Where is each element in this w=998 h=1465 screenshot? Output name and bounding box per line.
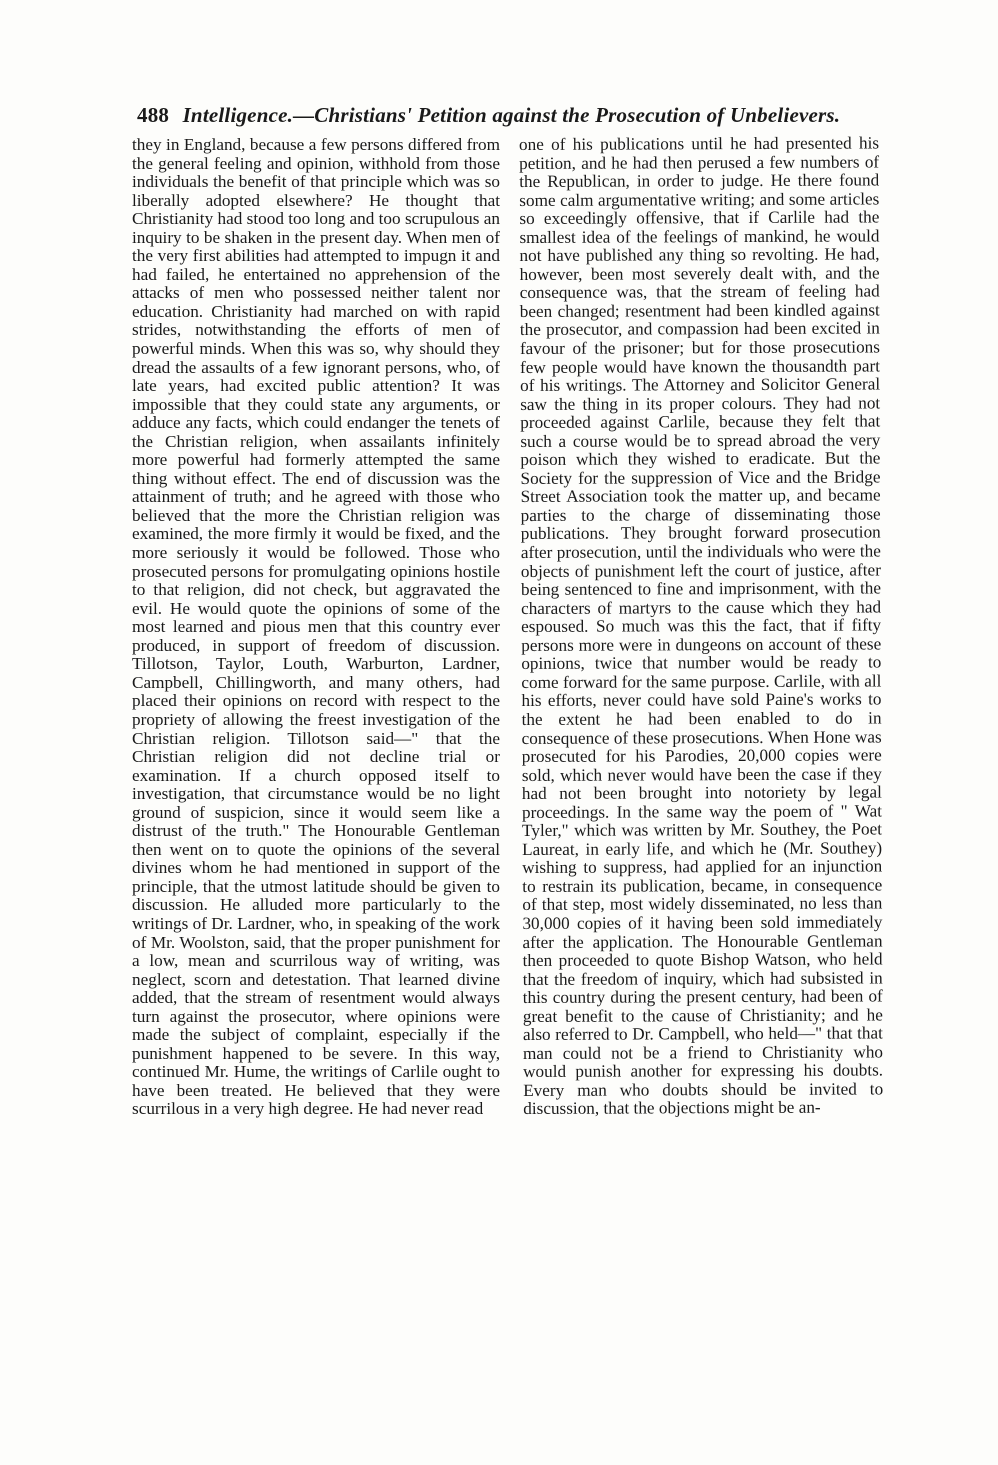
left-column-text: they in England, because a few persons differed from the general feeling and opinion, withhold from those individuals the benefit of that principle which was so liberally adopted elsewhere? He thought that Christianity had stood too long and too scrupulous an inquiry to be shaken in the present day. When men of the very first abilities had attempted to impugn it and had failed, he entertained no apprehension of the attacks of men who possessed neither talent nor education. Christianity had marched on with rapid strides, notwithstanding the efforts of men of powerful minds. When this was so, why should they dread the assaults of a few ignorant persons, who, of late years, had excited public attention? It was impossible that they could state any arguments, or adduce any facts, which could endanger the tenets of the Christian religion, when assailants infinitely more powerful had formerly attempted the same thing without effect. The end of discussion was the attainment of truth; and he agreed with those who believed that the more the Christian religion was examined, the more firmly it would be fixed, and the more seriously it would be followed. Those who prosecuted persons for promulgating opinions hostile to that religion, did not check, but aggravated the evil. He would quote the opinions of some of the most learned and pious men that this country ever produced, in support of freedom of discussion. Tillotson, Taylor, Louth, Warburton, Lardner, Campbell, Chillingworth, and many others, had placed their opinions on record with respect to the propriety of allowing the freest investigation of the Christian religion. Tillotson said—" that the Christian religion did not decline trial or examination. If a church opposed itself to investigation, that circumstance would be no light ground of suspicion, since it would seem like a distrust of the truth." The Honourable Gentleman then went on to quote the opinions of the several divines whom he had mentioned in support of the principle, that the utmost latitude should be given to discussion. He alluded more particularly to the writings of Dr. Lardner, who, in speaking of the work of Mr. Woolston, said, that the proper punishment for a low, mean and scurrilous way of writing, was neglect, scorn and detestation. That learned divine added, that the stream of resentment would always turn against the prosecutor, where opinions were made the subject of complaint, especially if the punishment happened to be severe. In this way, continued Mr. Hume, the writings of Carlile ought to have been treated. He believed that they were scurrilous in a very high degree. He had never read — [132, 135, 500, 1119]
page-number: 488 — [137, 103, 170, 127]
right-column-text: one of his publications until he had presented his petition, and he had then perused a few numbers of the Republican, in order to judge. He there found some calm argumentative writing; and some articles so exceedingly offensive, that if Carlile had the smallest idea of the feelings of mankind, he would not have published any thing so revolting. He had, however, been most severely dealt with, and the consequence was, that the stream of feeling had been changed; resentment had been kindled against the prosecutor, and compassion had been excited in favour of the prisoner; but for those prosecutions few people would have known the thousandth part of his writings. The Attorney and Solicitor General saw the thing in its proper colours. They had not proceeded against Carlile, because they felt that such a course would be to spread abroad the very poison which they wished to eradicate. But the Society for the suppression of Vice and the Bridge Street Association took the matter up, and became parties to the charge of disseminating those publications. They brought forward prosecution after prosecution, until the individuals who were the objects of punishment left the court of justice, after being sentenced to fine and imprisonment, with the characters of martyrs to the cause which they had espoused. So much was this the fact, that if fifty persons more were in dungeons on account of these opinions, twice that number would be ready to come forward for the same purpose. Carlile, with all his efforts, never could have sold Paine's works to the extent he had been enabled to do in consequence of these prosecutions. When Hone was prosecuted for his Parodies, 20,000 copies were sold, which never would have been the case if they had not been brought into notoriety by legal proceedings. In the same way the poem of " Wat Tyler," which was written by Mr. Southey, the Poet Laureat, in early life, and which he (Mr. Southey) wishing to suppress, had applied for an injunction to restrain its publication, became, in consequence of that step, most widely disseminated, no less than 30,000 copies of it having been sold immediately after the application. The Honourable Gentleman then proceeded to quote Bishop Watson, who held that the freedom of inquiry, which had subsisted in this country during the present century, had been of great benefit to the cause of Christianity; and he also referred to Dr. Campbell, who held—" that that man could not be a friend to Christianity who would punish another for expressing his doubts. Every man who doubts should be invited to discussion, that the objections might be an- — [518, 133, 884, 1119]
right-text-column — [519, 134, 883, 1119]
running-title: Intelligence.—Christians' Petition against the Prosecution of Unbelievers. — [182, 103, 841, 127]
running-head — [137, 98, 982, 132]
left-text-column — [132, 136, 500, 1119]
